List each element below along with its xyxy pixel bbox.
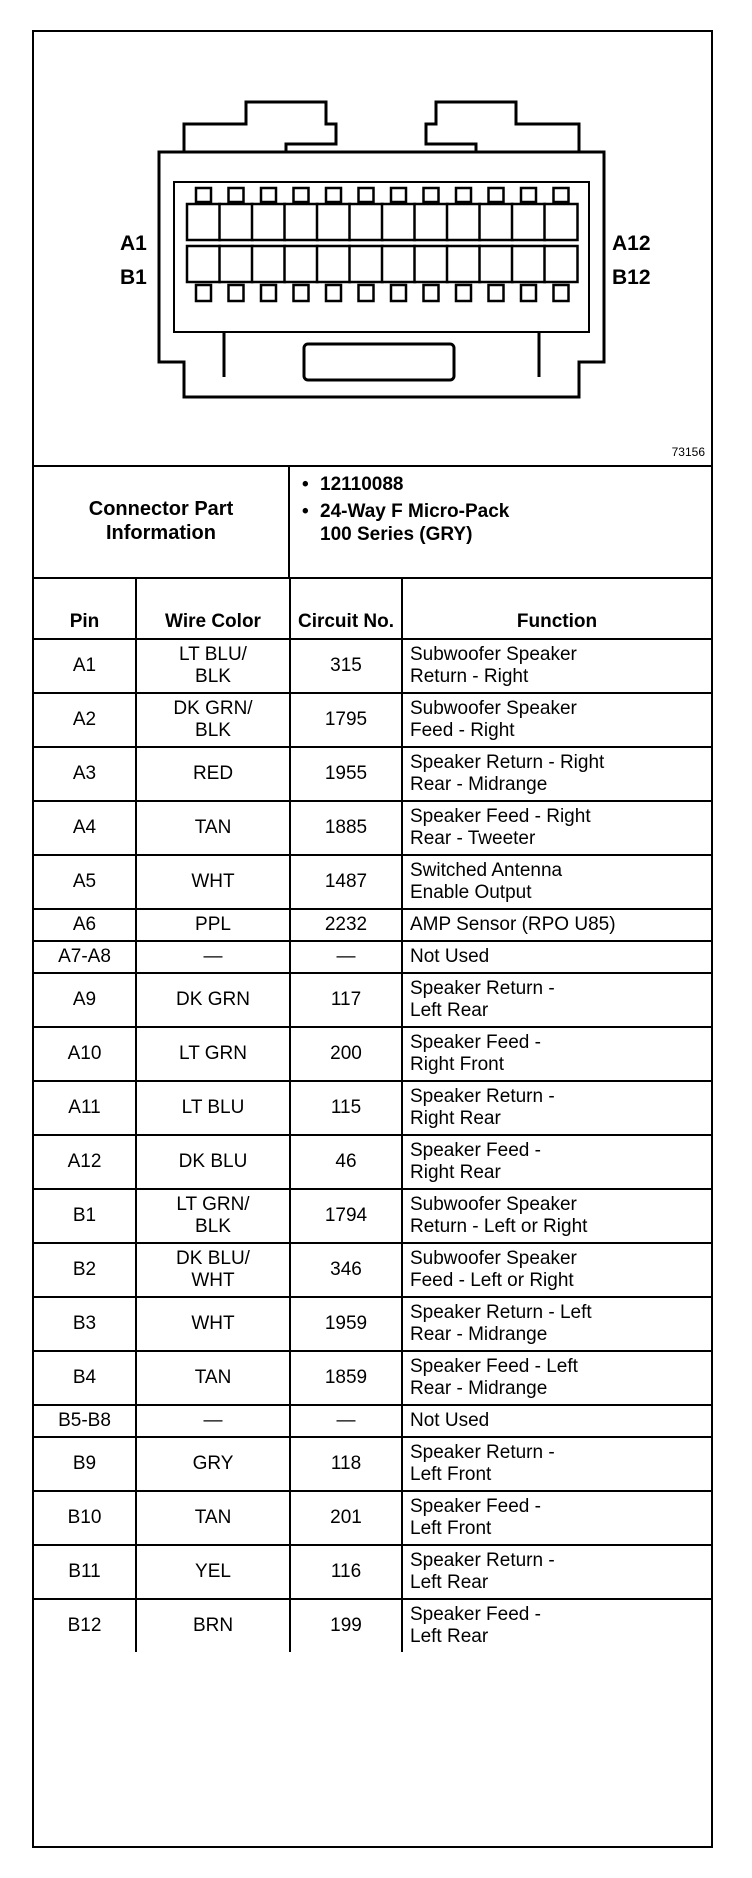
cavity-a	[545, 204, 578, 240]
terminal-tab-b	[326, 285, 341, 301]
cavity-b	[545, 246, 578, 282]
cell-function: Speaker Return - Left Rear	[402, 1545, 711, 1599]
cavity-b	[447, 246, 480, 282]
info-bullets	[302, 473, 509, 550]
cell-function: Switched Antenna Enable Output	[402, 855, 711, 909]
part-number-item	[302, 473, 509, 496]
table-row	[34, 1599, 711, 1652]
table-row	[34, 639, 711, 693]
terminal-tab-b	[294, 285, 309, 301]
connector-part-information	[34, 465, 711, 579]
cavity-a	[512, 204, 545, 240]
cavity-b	[512, 246, 545, 282]
pin-label-b12: B12	[612, 266, 651, 289]
cell-wire-color: WHT	[136, 1297, 290, 1351]
cell-wire-color: RED	[136, 747, 290, 801]
cell-wire-color: LT GRN	[136, 1027, 290, 1081]
table-row	[34, 1243, 711, 1297]
terminal-tab-a	[391, 188, 406, 202]
cell-pin: B10	[34, 1491, 136, 1545]
terminal-tab-b	[229, 285, 244, 301]
cell-function: Not Used	[402, 1405, 711, 1437]
table-header-row	[34, 577, 711, 639]
cell-wire-color: WHT	[136, 855, 290, 909]
terminal-tab-b	[424, 285, 439, 301]
table-row	[34, 801, 711, 855]
cavity-a	[252, 204, 285, 240]
table-row	[34, 973, 711, 1027]
cell-function: Speaker Return - Left Rear	[402, 973, 711, 1027]
header-circuit-no: Circuit No.	[290, 577, 402, 639]
table-row	[34, 1081, 711, 1135]
terminal-tab-a	[456, 188, 471, 202]
cavity-a	[350, 204, 383, 240]
cavity-b	[220, 246, 253, 282]
pinout-table	[34, 577, 711, 1652]
cell-function: Speaker Return - Left Rear - Midrange	[402, 1297, 711, 1351]
cell-wire-color: DK BLU/ WHT	[136, 1243, 290, 1297]
cell-circuit-no: 1885	[290, 801, 402, 855]
table-row	[34, 1297, 711, 1351]
bullet-icon: •	[302, 501, 309, 522]
cell-pin: A2	[34, 693, 136, 747]
terminal-tab-a	[359, 188, 374, 202]
terminal-tab-b	[359, 285, 374, 301]
cell-pin: A4	[34, 801, 136, 855]
cell-circuit-no: 315	[290, 639, 402, 693]
part-number: 12110088	[320, 474, 404, 495]
cell-pin: B11	[34, 1545, 136, 1599]
bullet-icon: •	[302, 474, 309, 495]
table-row	[34, 1545, 711, 1599]
terminal-tab-b	[261, 285, 276, 301]
terminal-tab-a	[294, 188, 309, 202]
cell-function: Speaker Feed - Right Rear - Tweeter	[402, 801, 711, 855]
cell-circuit-no: 1959	[290, 1297, 402, 1351]
cell-function: Subwoofer Speaker Return - Right	[402, 639, 711, 693]
cell-pin: A1	[34, 639, 136, 693]
cell-wire-color: LT GRN/ BLK	[136, 1189, 290, 1243]
cavity-b	[252, 246, 285, 282]
cell-wire-color: TAN	[136, 1491, 290, 1545]
cell-wire-color: GRY	[136, 1437, 290, 1491]
table-row	[34, 1491, 711, 1545]
header-function: Function	[402, 577, 711, 639]
terminal-tab-b	[391, 285, 406, 301]
connector-diagram	[34, 32, 711, 467]
cell-circuit-no: 2232	[290, 909, 402, 941]
cell-circuit-no: 1795	[290, 693, 402, 747]
cavity-b	[415, 246, 448, 282]
connector-type: 24-Way F Micro-Pack 100 Series (GRY)	[320, 501, 510, 545]
cell-function: Speaker Feed - Right Front	[402, 1027, 711, 1081]
cell-wire-color: —	[136, 941, 290, 973]
cavity-b	[382, 246, 415, 282]
cell-function: Subwoofer Speaker Return - Left or Right	[402, 1189, 711, 1243]
cell-circuit-no: 346	[290, 1243, 402, 1297]
cell-wire-color: DK GRN	[136, 973, 290, 1027]
cell-circuit-no: 1955	[290, 747, 402, 801]
table-row	[34, 1405, 711, 1437]
info-label: Connector Part Information	[88, 498, 234, 544]
terminal-tab-b	[489, 285, 504, 301]
cell-function: Subwoofer Speaker Feed - Left or Right	[402, 1243, 711, 1297]
cavity-b	[285, 246, 318, 282]
pin-label-b1: B1	[120, 266, 147, 289]
cell-pin: A6	[34, 909, 136, 941]
terminal-tab-b	[196, 285, 211, 301]
cell-circuit-no: 200	[290, 1027, 402, 1081]
cell-wire-color: BRN	[136, 1599, 290, 1652]
table-row	[34, 693, 711, 747]
terminal-tab-b	[456, 285, 471, 301]
cell-wire-color: PPL	[136, 909, 290, 941]
terminal-tab-a	[229, 188, 244, 202]
info-label-cell	[34, 465, 290, 577]
cell-pin: A3	[34, 747, 136, 801]
cell-function: Speaker Return - Right Rear	[402, 1081, 711, 1135]
terminal-tab-a	[196, 188, 211, 202]
cell-circuit-no: —	[290, 1405, 402, 1437]
cavity-a	[220, 204, 253, 240]
cell-pin: A11	[34, 1081, 136, 1135]
terminal-tab-a	[521, 188, 536, 202]
cell-circuit-no: 1487	[290, 855, 402, 909]
terminal-tab-a	[554, 188, 569, 202]
cell-circuit-no: 118	[290, 1437, 402, 1491]
table-row	[34, 1027, 711, 1081]
cell-function: Speaker Return - Left Front	[402, 1437, 711, 1491]
cell-wire-color: TAN	[136, 801, 290, 855]
cell-circuit-no: 117	[290, 973, 402, 1027]
terminal-tab-a	[261, 188, 276, 202]
cell-wire-color: —	[136, 1405, 290, 1437]
cavity-b	[317, 246, 350, 282]
cell-function: Speaker Feed - Left Rear - Midrange	[402, 1351, 711, 1405]
cell-pin: B3	[34, 1297, 136, 1351]
cell-function: Speaker Feed - Right Rear	[402, 1135, 711, 1189]
cell-pin: B9	[34, 1437, 136, 1491]
cavity-a	[382, 204, 415, 240]
cell-function: Speaker Feed - Left Front	[402, 1491, 711, 1545]
cell-function: AMP Sensor (RPO U85)	[402, 909, 711, 941]
cell-pin: A7-A8	[34, 941, 136, 973]
cell-wire-color: TAN	[136, 1351, 290, 1405]
table-row	[34, 1437, 711, 1491]
cavity-b	[187, 246, 220, 282]
table-row	[34, 1135, 711, 1189]
cell-circuit-no: 201	[290, 1491, 402, 1545]
figure-number: 73156	[671, 445, 705, 459]
cell-pin: B2	[34, 1243, 136, 1297]
cell-wire-color: LT BLU/ BLK	[136, 639, 290, 693]
cell-pin: A10	[34, 1027, 136, 1081]
terminal-tab-a	[424, 188, 439, 202]
cell-circuit-no: 116	[290, 1545, 402, 1599]
cavity-a	[447, 204, 480, 240]
cell-circuit-no: 199	[290, 1599, 402, 1652]
header-wire-color: Wire Color	[136, 577, 290, 639]
cavity-a	[480, 204, 513, 240]
cell-pin: B4	[34, 1351, 136, 1405]
cell-pin: A12	[34, 1135, 136, 1189]
cell-pin: A9	[34, 973, 136, 1027]
connector-sheet	[32, 30, 713, 1848]
table-row	[34, 1189, 711, 1243]
cell-wire-color: YEL	[136, 1545, 290, 1599]
cell-function: Subwoofer Speaker Feed - Right	[402, 693, 711, 747]
cell-circuit-no: —	[290, 941, 402, 973]
cell-wire-color: DK BLU	[136, 1135, 290, 1189]
terminal-tab-a	[489, 188, 504, 202]
cell-function: Speaker Return - Right Rear - Midrange	[402, 747, 711, 801]
pin-label-a1: A1	[120, 232, 147, 255]
cavity-b	[350, 246, 383, 282]
cell-function: Speaker Feed - Left Rear	[402, 1599, 711, 1652]
table-row	[34, 1351, 711, 1405]
table-row	[34, 747, 711, 801]
table-row	[34, 941, 711, 973]
pin-label-a12: A12	[612, 232, 651, 255]
cavity-a	[317, 204, 350, 240]
table-row	[34, 855, 711, 909]
cell-circuit-no: 46	[290, 1135, 402, 1189]
terminal-tab-b	[554, 285, 569, 301]
cavity-a	[285, 204, 318, 240]
cavity-a	[415, 204, 448, 240]
cavity-b	[480, 246, 513, 282]
table-row	[34, 909, 711, 941]
cell-function: Not Used	[402, 941, 711, 973]
cell-circuit-no: 1859	[290, 1351, 402, 1405]
cell-pin: B5-B8	[34, 1405, 136, 1437]
header-pin: Pin	[34, 577, 136, 639]
terminal-tab-b	[521, 285, 536, 301]
cell-wire-color: LT BLU	[136, 1081, 290, 1135]
cavity-a	[187, 204, 220, 240]
cell-circuit-no: 1794	[290, 1189, 402, 1243]
cell-pin: B1	[34, 1189, 136, 1243]
cell-circuit-no: 115	[290, 1081, 402, 1135]
cell-pin: A5	[34, 855, 136, 909]
cell-wire-color: DK GRN/ BLK	[136, 693, 290, 747]
terminal-tab-a	[326, 188, 341, 202]
connector-type-item	[302, 500, 509, 546]
cell-pin: B12	[34, 1599, 136, 1652]
